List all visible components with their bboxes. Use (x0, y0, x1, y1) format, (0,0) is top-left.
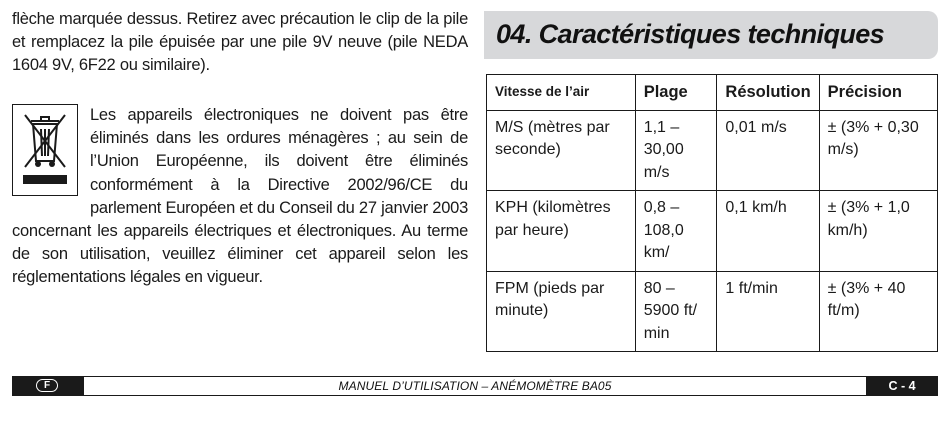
header-air-speed: Vitesse de l’air (487, 75, 636, 111)
cell-resolution: 1 ft/min (717, 271, 819, 352)
weee-disposal-block (12, 104, 468, 290)
cell-accuracy: ± (3% + 1,0 km/h) (819, 191, 937, 272)
cell-resolution: 0,01 m/s (717, 110, 819, 191)
header-resolution: Résolution (717, 75, 819, 111)
page-number: C - 4 (866, 376, 938, 396)
cell-unit: M/S (mètres par seconde) (487, 110, 636, 191)
cell-unit: KPH (kilomètres par heure) (487, 191, 636, 272)
table-row (487, 271, 938, 352)
left-column (12, 8, 468, 77)
cell-range: 80 – 5900 ft/ min (635, 271, 717, 352)
page-footer (12, 376, 938, 396)
cell-range: 1,1 – 30,00 m/s (635, 110, 717, 191)
cell-resolution: 0,1 km/h (717, 191, 819, 272)
weee-disposal-text: Les appareils électroniques ne doivent pas être éliminés dans les ordures ménagères ; au sein de l’Union Européenne, ils doivent être éliminés conformément à la Directive 2002/96/CE du parlement Européen et du Conseil du 27 janvier 2003 concernant les appareils électriques et électroniques. Au terme de son utilisation, veuillez éliminer cet appareil selon les réglementations légales en vigueur. (12, 106, 469, 287)
cell-accuracy: ± (3% + 0,30 m/s) (819, 110, 937, 191)
cell-unit: FPM (pieds par minute) (487, 271, 636, 352)
table-row (487, 191, 938, 272)
cell-range: 0,8 – 108,0 km/ (635, 191, 717, 272)
header-range: Plage (635, 75, 717, 111)
section-header (484, 11, 938, 59)
table-row (487, 110, 938, 191)
cell-accuracy: ± (3% + 40 ft/m) (819, 271, 937, 352)
technical-specifications-table (486, 74, 938, 352)
section-title: 04. Caractéristiques techniques (496, 19, 885, 49)
language-badge: F (36, 379, 58, 392)
battery-instructions-text: flèche marquée dessus. Retirez avec précaution le clip de la pile et remplacez la pile épuisée par une pile 9V neuve (pile NEDA 1604 9V, 6F22 ou similaire). (12, 10, 468, 74)
header-accuracy: Précision (819, 75, 937, 111)
table-header-row (487, 75, 938, 111)
manual-title: MANUEL D’UTILISATION – ANÉMOMÈTRE BA05 (338, 379, 612, 393)
crossed-out-wheelie-bin-icon (12, 104, 78, 196)
